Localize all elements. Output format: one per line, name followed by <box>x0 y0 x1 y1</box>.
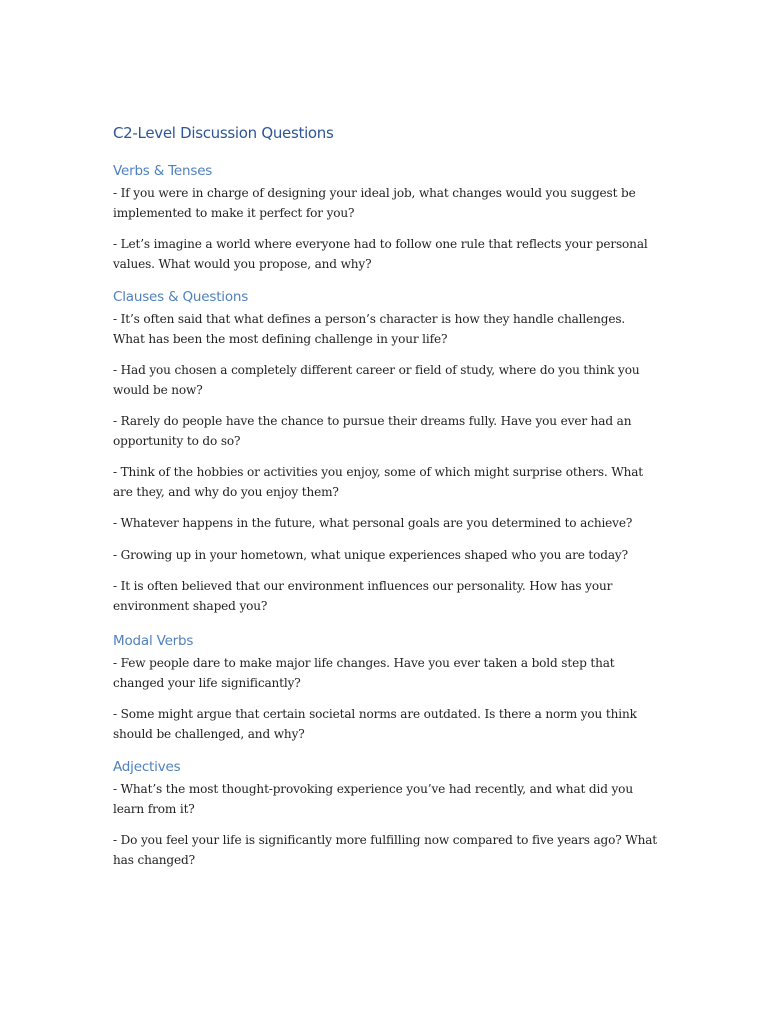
question-item: - Growing up in your hometown, what unique experiences shaped who you are today? <box>113 547 628 562</box>
question-item: - It is often believed that our environment influences our personality. How has your environment shaped you? <box>113 579 613 613</box>
section-adjectives <box>113 757 658 882</box>
section-heading: Adjectives <box>113 759 181 775</box>
question-item: - Had you chosen a completely different career or field of study, where do you think you would be now? <box>113 363 640 397</box>
question-item: - Rarely do people have the chance to pursue their dreams fully. Have you ever had an opportunity to do so? <box>113 414 632 448</box>
question-item: - Think of the hobbies or activities you enjoy, some of which might surprise others. What are they, and why do you enjoy them? <box>113 465 644 499</box>
question-item: - What’s the most thought-provoking experience you’ve had recently, and what did you learn from it? <box>113 782 633 816</box>
question-item: - Few people dare to make major life changes. Have you ever taken a bold step that changed your life significantly? <box>113 656 615 690</box>
question-item: - Whatever happens in the future, what personal goals are you determined to achieve? <box>113 516 633 530</box>
section-verbs-tenses <box>113 161 658 286</box>
question-item: - If you were in charge of designing your ideal job, what changes would you suggest be implemented to make it perfect for you? <box>113 186 636 220</box>
question-item: - Let’s imagine a world where everyone had to follow one rule that reflects your personal values. What would you propose, and why? <box>113 237 648 271</box>
question-item: - It’s often said that what defines a person’s character is how they handle challenges. What has been the most defining challenge in your life? <box>113 312 626 346</box>
section-modal-verbs <box>113 631 658 756</box>
question-item: - Do you feel your life is significantly more fulfilling now compared to five years ago? What has changed? <box>113 833 657 867</box>
document-title: C2-Level Discussion Questions <box>113 124 334 142</box>
section-clauses-questions <box>113 287 658 628</box>
section-heading: Clauses & Questions <box>113 289 249 305</box>
section-heading: Verbs & Tenses <box>113 163 213 179</box>
section-heading: Modal Verbs <box>113 633 194 649</box>
question-item: - Some might argue that certain societal norms are outdated. Is there a norm you think should be challenged, and why? <box>113 707 637 741</box>
